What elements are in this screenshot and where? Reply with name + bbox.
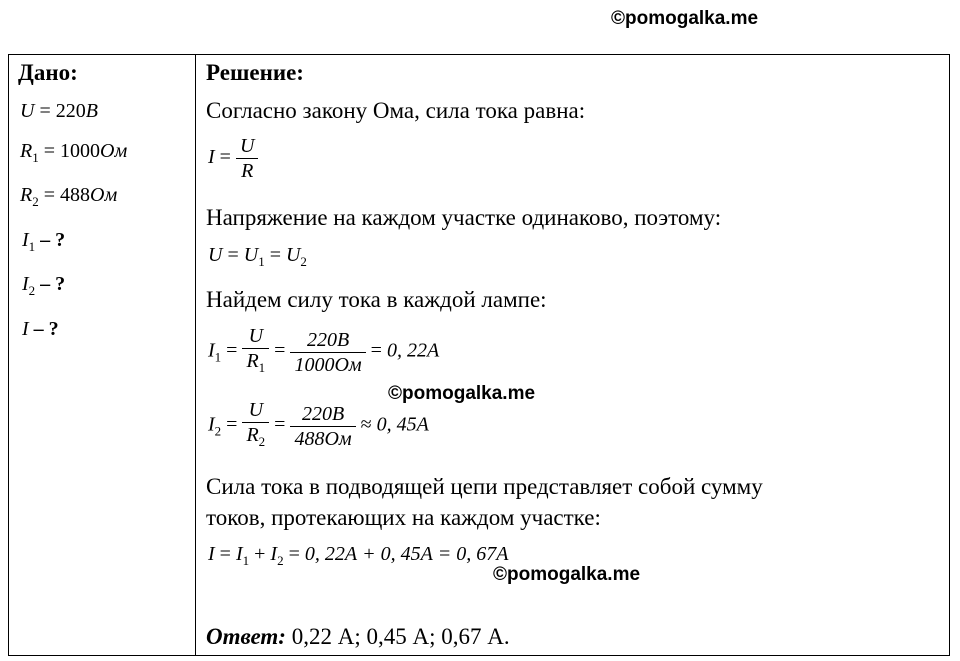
formula-current-2: $I_2$ = $\frac{U}{R_2}$ = $\frac{220В}{488Ом}$ ≈ 0, 45А — [208, 399, 429, 450]
answer-value: 0,22 А; 0,45 А; 0,67 А. — [285, 624, 510, 649]
formula-current-1: $I_1$ = $\frac{U}{R_1}$ = $\frac{220В}{1000Ом}$ = 0, 22А — [208, 325, 440, 376]
formula-ohm-law: I = $\frac{U}{R}$ — [208, 134, 258, 183]
formula-voltage-equal: $U = U_1 = U_2$ — [208, 244, 307, 269]
unknown-current-total: I – ? — [22, 318, 59, 340]
unknown-current-1: $I_1$ – ? — [22, 229, 66, 254]
watermark-bottom: ©pomogalka.me — [493, 564, 641, 585]
ohm-law-sentence: Согласно закону Ома, сила тока равна: — [206, 98, 586, 123]
total-current-sentence-line2: токов, протекающих на каждом участке: — [206, 505, 601, 530]
unknown-current-2: $I_2$ – ? — [22, 273, 66, 298]
given-heading: Дано: — [18, 60, 78, 85]
watermark-middle: ©pomogalka.me — [388, 383, 536, 404]
voltage-sentence: Напряжение на каждом участке одинаково, поэтому: — [206, 205, 722, 230]
answer-label: Ответ: — [206, 624, 286, 649]
solution-heading: Решение: — [206, 60, 304, 85]
formula-total-current: $I = I_1 + I_2 = 0$, 22А + 0, 45А = 0, 67А — [208, 543, 509, 568]
column-divider — [195, 54, 196, 656]
watermark-top: ©pomogalka.me — [611, 8, 759, 29]
given-resistance-2: $R_2 = 488Ом$ — [20, 184, 118, 209]
given-voltage: U = 220В — [20, 100, 98, 122]
given-resistance-1: $R_1 = 1000Ом$ — [20, 140, 128, 165]
total-current-sentence-line1: Сила тока в подводящей цепи представляет собой сумму — [206, 474, 763, 499]
answer-line — [206, 624, 510, 650]
find-current-sentence: Найдем силу тока в каждой лампе: — [206, 287, 547, 312]
